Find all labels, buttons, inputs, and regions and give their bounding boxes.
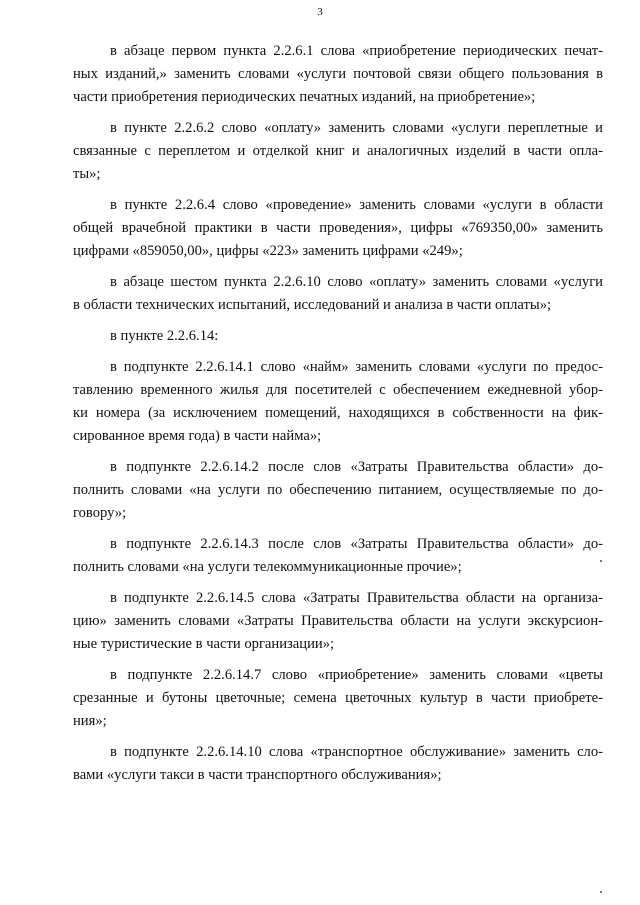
paragraph bbox=[73, 40, 603, 109]
paragraph-line: ния»; bbox=[73, 713, 107, 729]
document-body bbox=[73, 40, 603, 787]
paragraph-line: в пункте 2.2.6.4 слово «проведение» заменить словами «услуги в области bbox=[110, 197, 603, 213]
paragraph-line: связанные с переплетом и отделкой книг и аналогичных изделий в части опла- bbox=[73, 143, 603, 159]
paragraph bbox=[73, 587, 603, 656]
paragraph bbox=[73, 117, 603, 186]
paragraph-line: цифрами «859050,00», цифры «223» заменить цифрами «249»; bbox=[73, 243, 463, 259]
paragraph bbox=[73, 356, 603, 448]
paragraph-gap bbox=[73, 733, 603, 741]
paragraph-gap bbox=[73, 186, 603, 194]
paragraph-line: в подпункте 2.2.6.14.7 слово «приобретение» заменить словами «цветы bbox=[110, 667, 603, 683]
paragraph bbox=[73, 271, 603, 317]
scan-speck bbox=[600, 891, 602, 893]
paragraph-line: в подпункте 2.2.6.14.5 слова «Затраты Правительства области на организа- bbox=[110, 590, 603, 606]
paragraph bbox=[73, 456, 603, 525]
paragraph-line: общей врачебной практики в части проведения», цифры «769350,00» заменить bbox=[73, 220, 603, 236]
paragraph-line: ные туристические в части организации»; bbox=[73, 636, 335, 652]
paragraph-line: в пункте 2.2.6.2 слово «оплату» заменить словами «услуги переплетные и bbox=[110, 120, 603, 136]
paragraph-gap bbox=[73, 109, 603, 117]
paragraph-line: в области технических испытаний, исследований и анализа в части оплаты»; bbox=[73, 297, 552, 313]
paragraph bbox=[73, 325, 603, 348]
paragraph-line: полнить словами «на услуги по обеспечению питанием, осуществляемые по до- bbox=[73, 482, 603, 498]
paragraph-line: ки номера (за исключением помещений, находящихся в собственности на фик- bbox=[73, 405, 603, 421]
paragraph bbox=[73, 741, 603, 787]
paragraph-line: в подпункте 2.2.6.14.1 слово «найм» заменить словами «услуги по предос- bbox=[110, 359, 603, 375]
paragraph-line: ты»; bbox=[73, 166, 101, 182]
paragraph-gap bbox=[73, 263, 603, 271]
paragraph-gap bbox=[73, 525, 603, 533]
paragraph-line: цию» заменить словами «Затраты Правительства области на услуги экскурсион- bbox=[73, 613, 603, 629]
paragraph-gap bbox=[73, 448, 603, 456]
paragraph-line: сированное время года) в части найма»; bbox=[73, 428, 322, 444]
paragraph bbox=[73, 533, 603, 579]
paragraph-line: в подпункте 2.2.6.14.2 после слов «Затраты Правительства области» до- bbox=[110, 459, 603, 475]
paragraph-line: в абзаце шестом пункта 2.2.6.10 слово «оплату» заменить словами «услуги bbox=[110, 274, 603, 290]
paragraph-line: вами «услуги такси в части транспортного обслуживания»; bbox=[73, 767, 442, 783]
paragraph bbox=[73, 194, 603, 263]
scan-speck bbox=[600, 560, 602, 562]
paragraph-line: срезанные и бутоны цветочные; семена цветочных культур в части приобрете- bbox=[73, 690, 603, 706]
paragraph-line: ных изданий,» заменить словами «услуги почтовой связи общего пользования в bbox=[73, 66, 603, 82]
paragraph-line: в абзаце первом пункта 2.2.6.1 слова «приобретение периодических печат- bbox=[110, 43, 603, 59]
paragraph-line: в подпункте 2.2.6.14.10 слова «транспортное обслуживание» заменить сло- bbox=[110, 744, 603, 760]
paragraph-line: в подпункте 2.2.6.14.3 после слов «Затраты Правительства области» до- bbox=[110, 536, 603, 552]
paragraph-gap bbox=[73, 656, 603, 664]
paragraph-line: тавлению временного жилья для посетителей с обеспечением ежедневной убор- bbox=[73, 382, 603, 398]
paragraph bbox=[73, 664, 603, 733]
paragraph-gap bbox=[73, 317, 603, 325]
paragraph-line: в пункте 2.2.6.14: bbox=[110, 328, 219, 344]
paragraph-line: полнить словами «на услуги телекоммуникационные прочие»; bbox=[73, 559, 462, 575]
paragraph-gap bbox=[73, 579, 603, 587]
page-number: 3 bbox=[317, 6, 323, 18]
paragraph-line: части приобретения периодических печатных изданий, на приобретение»; bbox=[73, 89, 536, 105]
paragraph-gap bbox=[73, 348, 603, 356]
paragraph-line: говору»; bbox=[73, 505, 127, 521]
